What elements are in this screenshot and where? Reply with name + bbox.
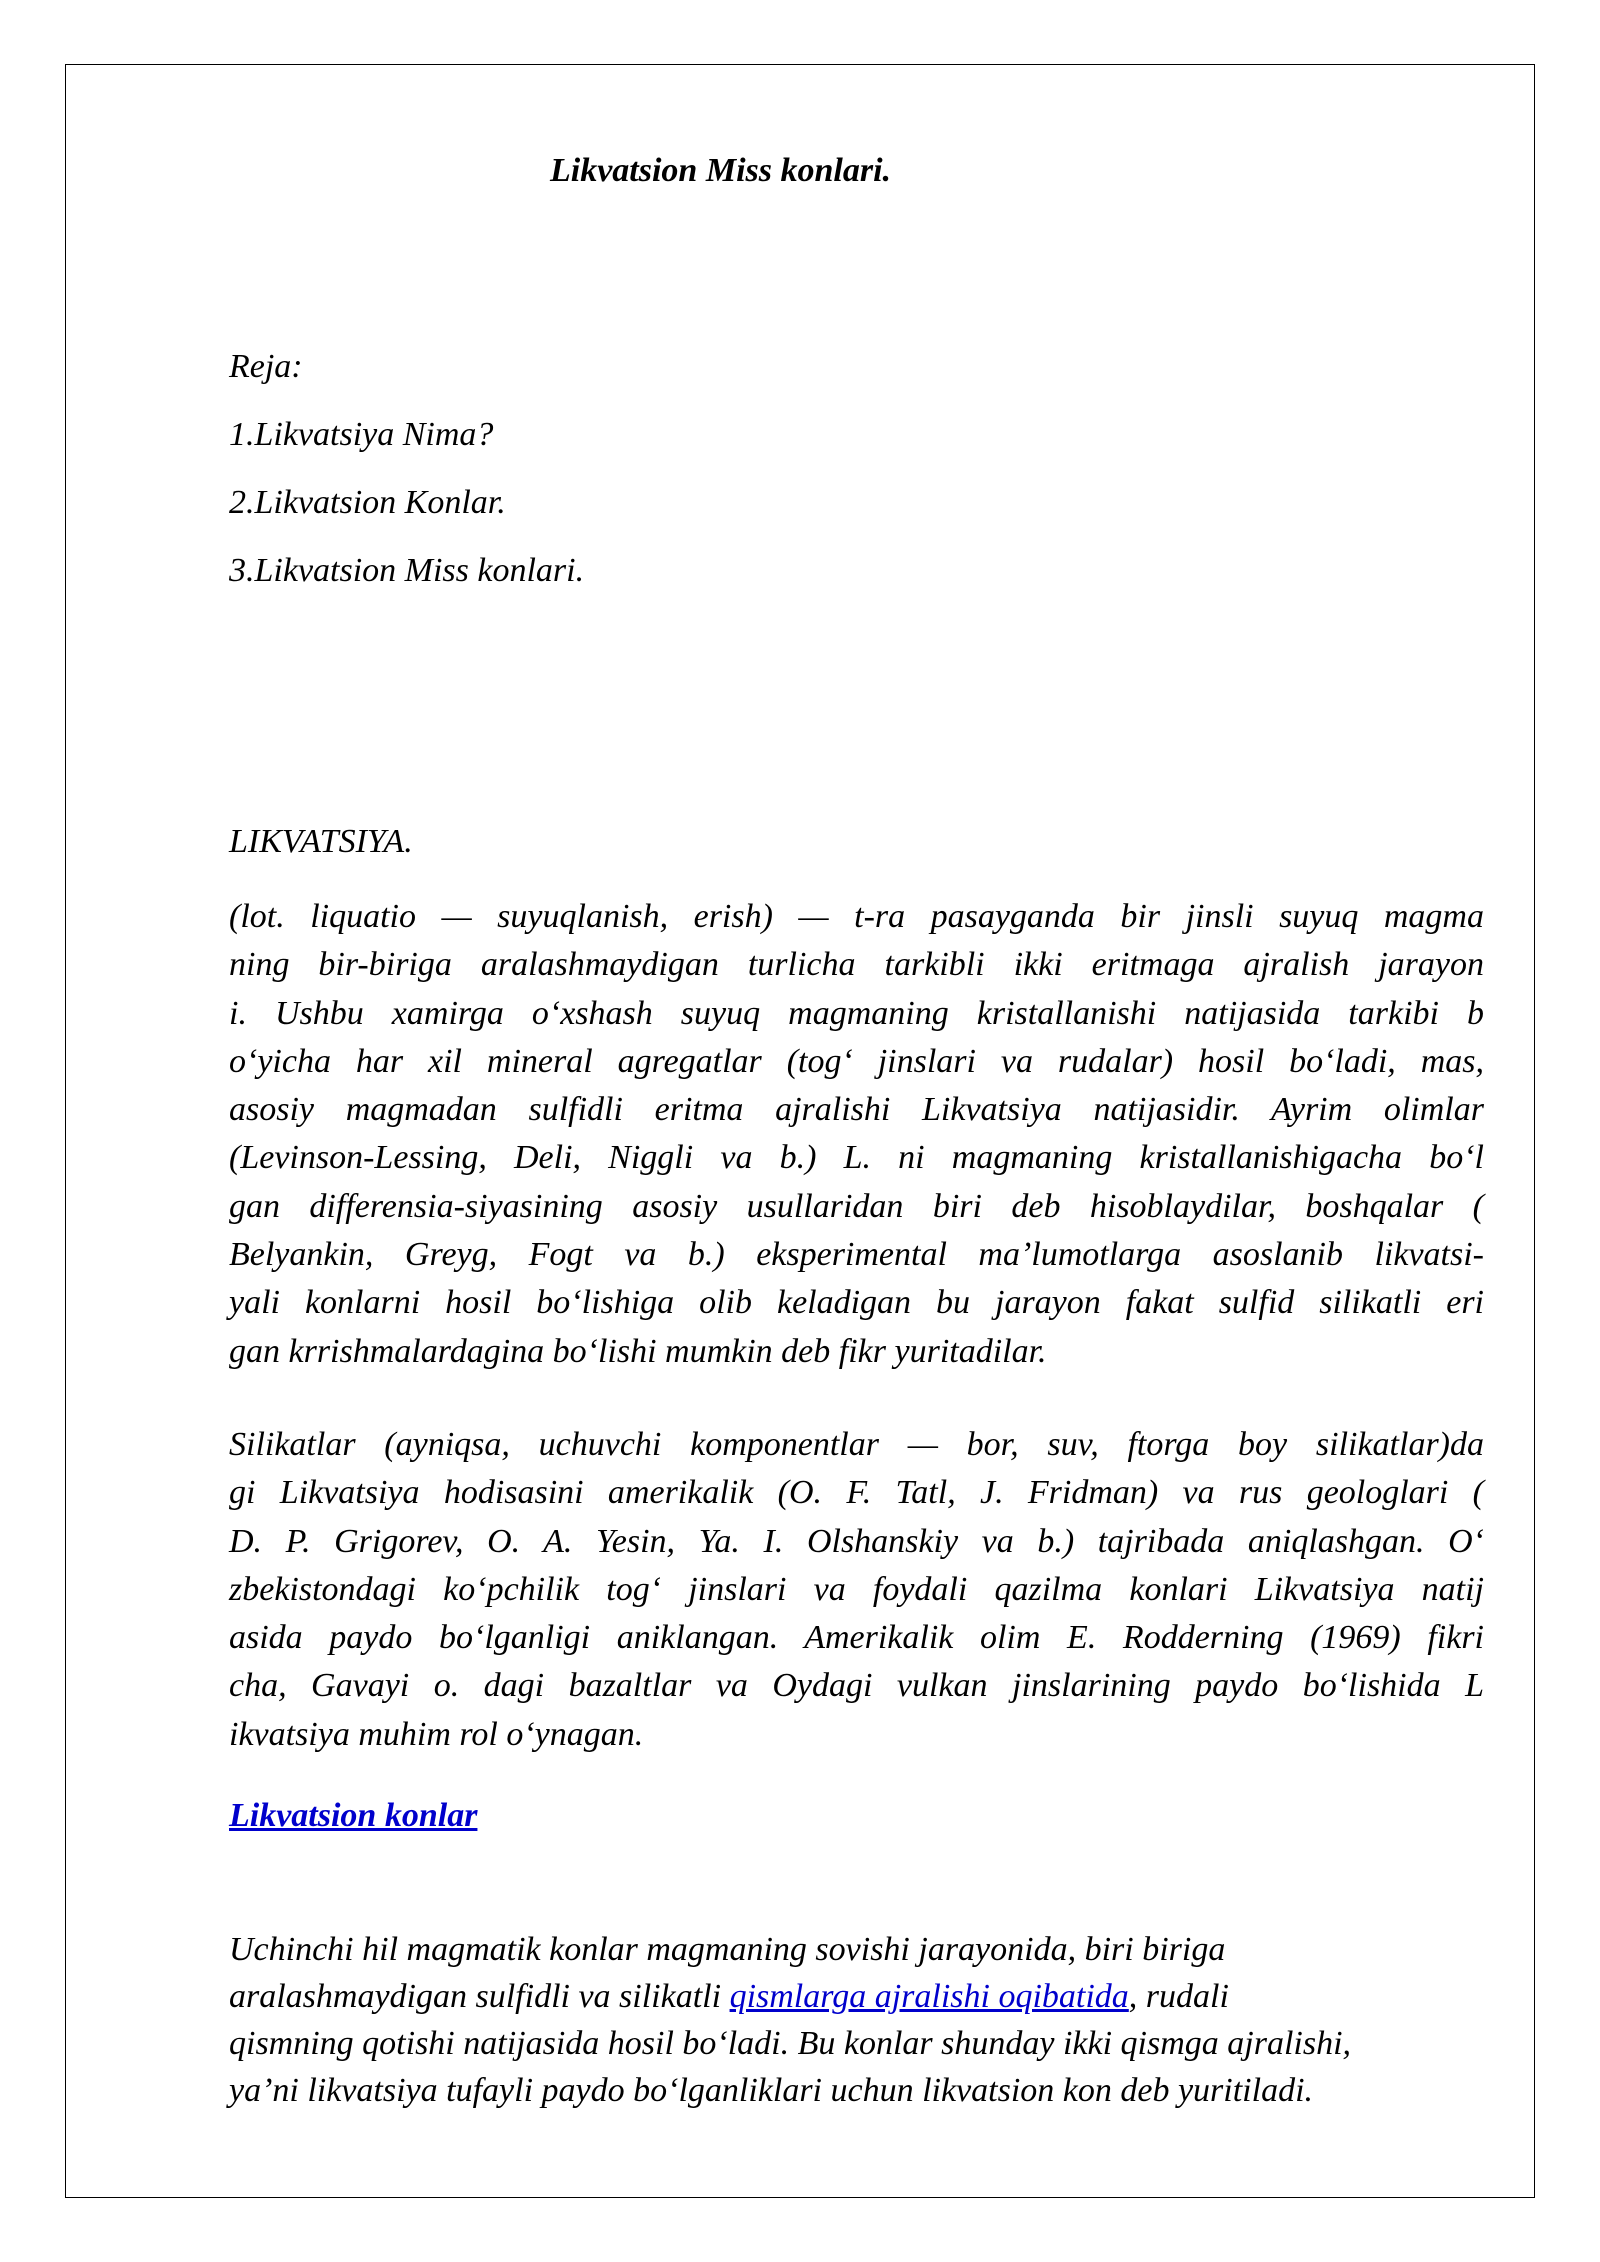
paragraph-line: zbekistondagi koʻpchilik togʻ jinslari va foydali qazilma konlari Likvatsiya natij xyxy=(229,1570,1484,1608)
paragraph-line: gan differensia-siyasining asosiy usullaridan biri deb hisoblaydilar, boshqalar ( xyxy=(229,1187,1484,1225)
plan-heading: Reja: xyxy=(229,348,303,385)
paragraph-line: cha, Gavayi o. dagi bazaltlar va Oydagi vulkan jinslarining paydo boʻlishida L xyxy=(229,1667,1484,1705)
plan-item-1: 1.Likvatsiya Nima? xyxy=(229,416,494,453)
paragraph-line: asida paydo boʻlganligi aniklangan. Amerikalik olim E. Rodderning (1969) fikri xyxy=(229,1619,1484,1657)
paragraph-line: oʻyicha har xil mineral agregatlar (togʻ jinslari va rudalar) hosil boʻladi, mas, xyxy=(229,1042,1484,1080)
qismlarga-ajralishi-link[interactable]: qismlarga ajralishi oqibatida xyxy=(729,1978,1129,2015)
paragraph-line: yaʼni likvatsiya tufayli paydo boʻlganliklari uchun likvatsion kon deb yuritiladi. xyxy=(229,2072,1314,2109)
plan-item-2: 2.Likvatsion Konlar. xyxy=(229,484,506,521)
paragraph-line: asosiy magmadan sulfidli eritma ajralishi Likvatsiya natijasidir. Ayrim olimlar xyxy=(229,1091,1484,1129)
paragraph-line: D. P. Grigorev, O. A. Yesin, Ya. I. Olshanskiy va b.) tajribada aniqlashgan. Oʻ xyxy=(229,1522,1484,1560)
paragraph-line: Uchinchi hil magmatik konlar magmaning sovishi jarayonida, biri biriga xyxy=(229,1931,1226,1968)
section-heading-likvatsiya: LIKVATSIYA. xyxy=(229,823,413,860)
paragraph-line-with-link xyxy=(229,1973,1489,2020)
paragraph-line: gi Likvatsiya hodisasini amerikalik (O. F. Tatl, J. Fridman) va rus geologlari ( xyxy=(229,1474,1484,1512)
paragraph-line: yali konlarni hosil boʻlishiga olib keladigan bu jarayon fakat sulfid silikatli eri xyxy=(229,1284,1484,1322)
paragraph-definition xyxy=(229,893,1484,1376)
paragraph-line: (Levinson-Lessing, Deli, Niggli va b.) L. ni magmaning kristallanishigacha boʻl xyxy=(229,1139,1484,1177)
plan-item-3: 3.Likvatsion Miss konlari. xyxy=(229,552,585,589)
document-title: Likvatsion Miss konlari. xyxy=(550,152,892,189)
likvatsion-konlar-link[interactable]: Likvatsion konlar xyxy=(229,1797,478,1834)
paragraph-line: ikvatsiya muhim rol oʻynagan. xyxy=(229,1715,644,1753)
paragraph-third-type-deposits xyxy=(229,1926,1489,2114)
paragraph-line: Silikatlar (ayniqsa, uchuvchi komponentlar — bor, suv, ftorga boy silikatlar)da xyxy=(229,1426,1484,1463)
paragraph-line: Belyankin, Greyg, Fogt va b.) eksperimental maʼlumotlarga asoslanib likvatsi- xyxy=(229,1236,1484,1274)
paragraph-line: ning bir-biriga aralashmaydigan turlicha tarkibli ikki eritmaga ajralish jarayon xyxy=(229,946,1484,984)
paragraph-silicates xyxy=(229,1421,1484,1759)
paragraph-line: (lot. liquatio — suyuqlanish, erish) — t-ra pasayganda bir jinsli suyuq magma xyxy=(229,898,1484,935)
paragraph-line: qismning qotishi natijasida hosil boʻladi. Bu konlar shunday ikki qismga ajralishi, xyxy=(229,2025,1352,2062)
paragraph-text: aralashmaydigan sulfidli va silikatli xyxy=(229,1978,730,2015)
paragraph-line: gan krrishmalardagina boʻlishi mumkin deb fikr yuritadilar. xyxy=(229,1332,1047,1370)
paragraph-line: i. Ushbu xamirga oʻxshash suyuq magmaning kristallanishi natijasida tarkibi b xyxy=(229,994,1484,1032)
paragraph-text: , rudali xyxy=(1128,1978,1229,2015)
